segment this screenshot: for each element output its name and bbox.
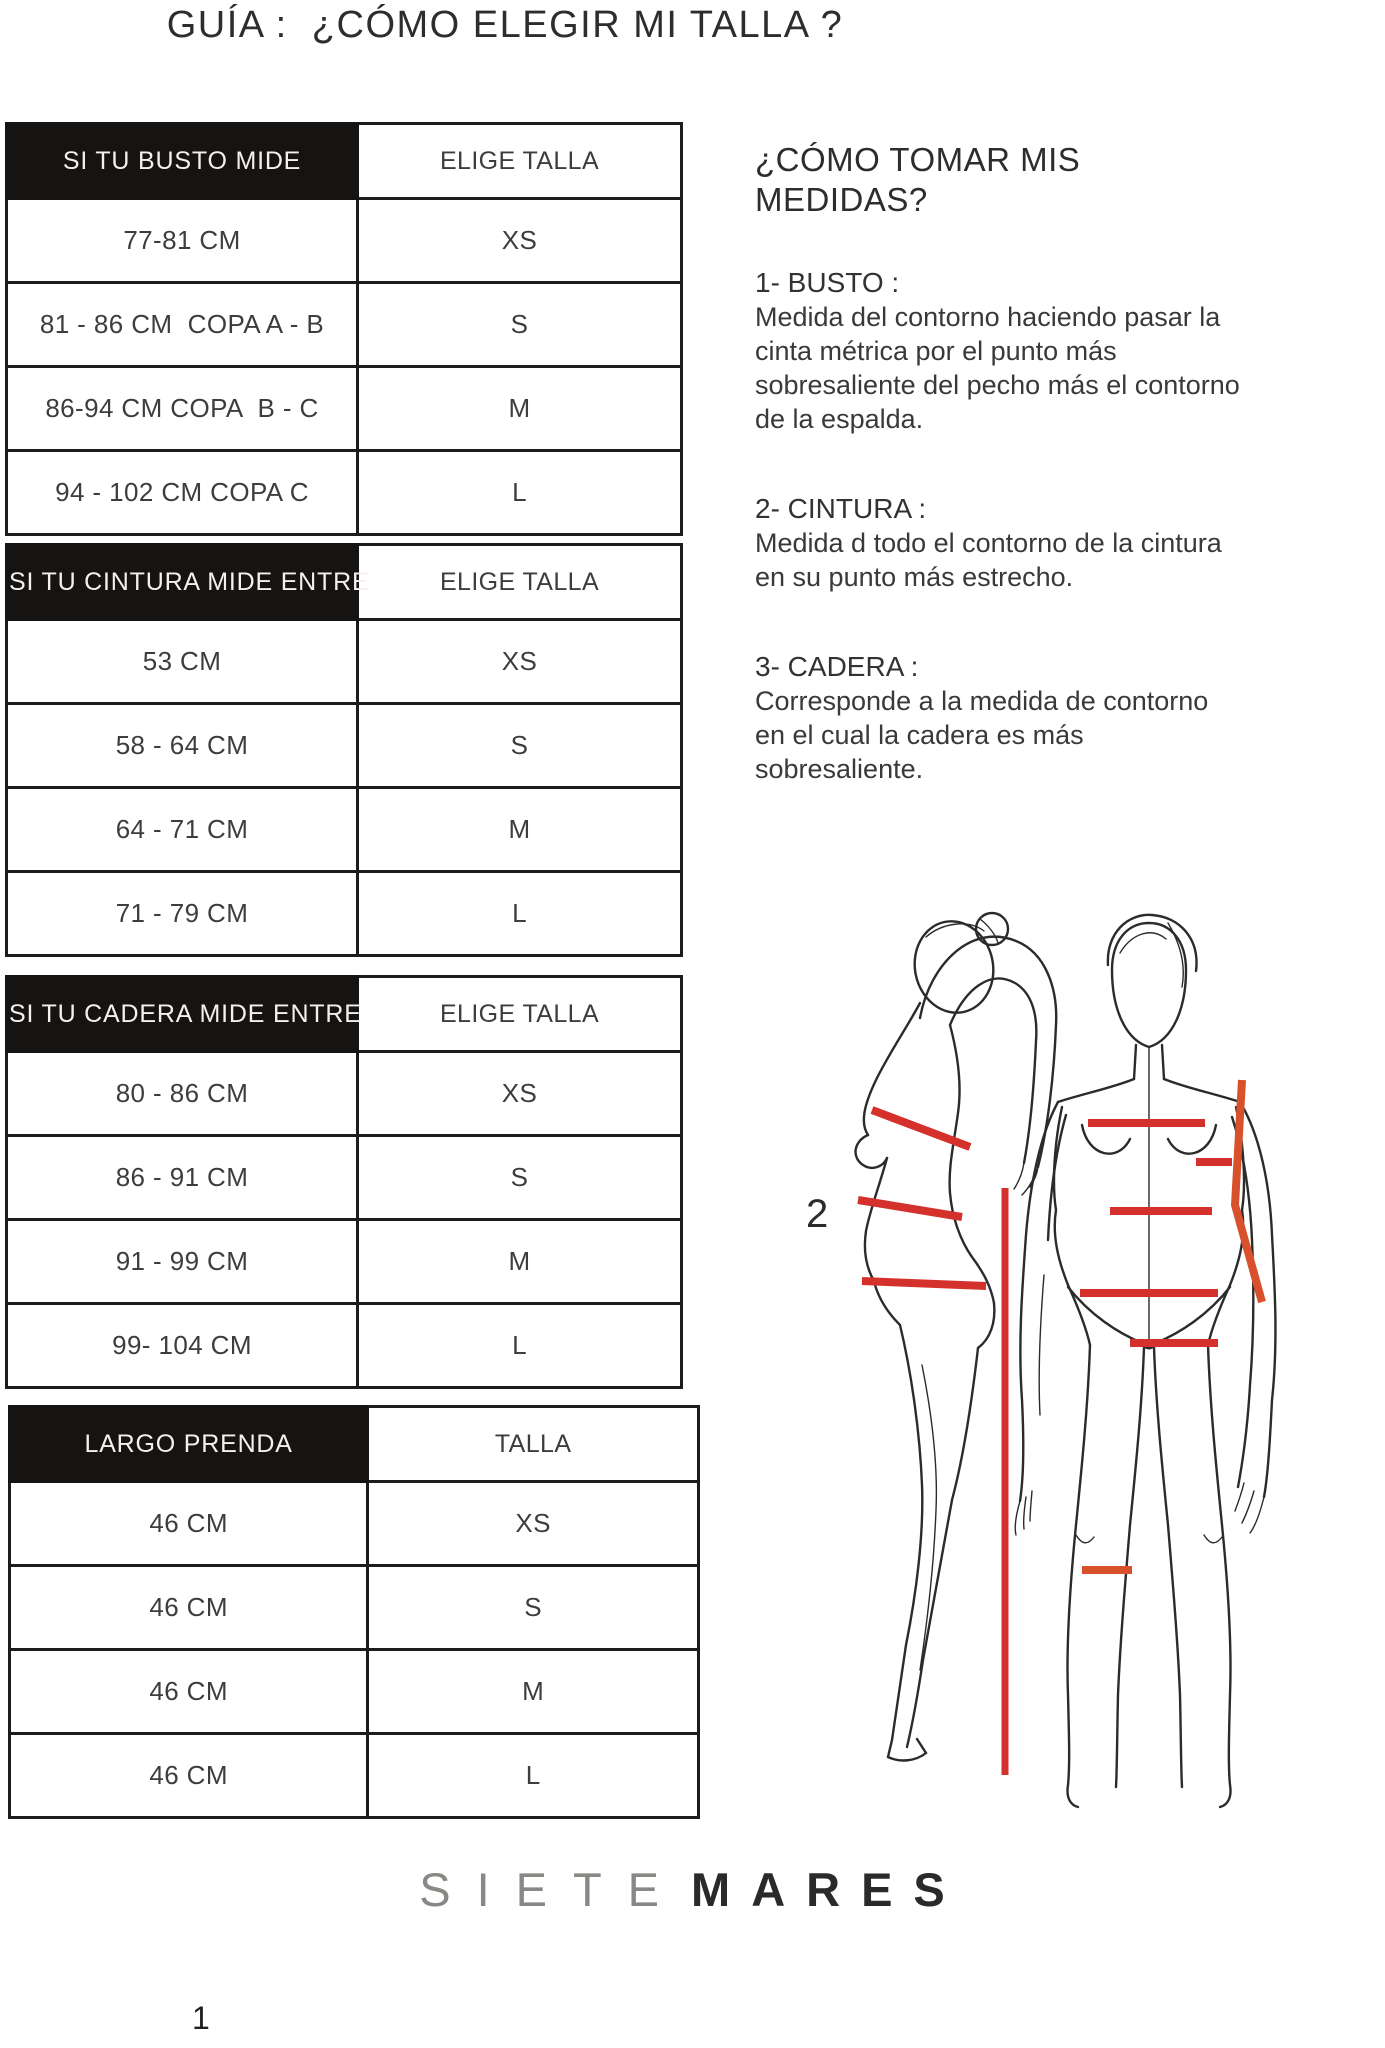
table-row [10, 1650, 699, 1734]
instruction-section-body: Medida d todo el contorno de la cintura en su punto más estrecho. [755, 528, 1222, 592]
size-cell: S [358, 704, 682, 788]
table-row [7, 1052, 682, 1136]
measure-cell: 99- 104 CM [7, 1304, 358, 1388]
measure-cell: 91 - 99 CM [7, 1220, 358, 1304]
table-row [10, 1482, 699, 1566]
brand-logo [0, 1862, 1385, 1917]
waist-step-label: 2 [806, 1192, 829, 1236]
measure-cell: 46 CM [10, 1482, 368, 1566]
size-cell: S [358, 1136, 682, 1220]
measure-cell: 86-94 CM COPA B - C [7, 367, 358, 451]
instructions-sections [755, 266, 1245, 786]
measure-cell: 77-81 CM [7, 199, 358, 283]
waist-size-table-container [5, 543, 683, 957]
table-row [7, 283, 682, 367]
hip-measure-line-side [862, 1281, 986, 1286]
measurement-figures [620, 895, 1385, 1810]
size-cell: XS [358, 1052, 682, 1136]
table-header-row [10, 1407, 699, 1482]
measure-cell: 46 CM [10, 1734, 368, 1818]
table-header-measure: SI TU BUSTO MIDE [7, 124, 358, 199]
hip-size-table-container [5, 975, 683, 1389]
size-cell: M [358, 788, 682, 872]
size-table-busto [5, 122, 683, 536]
table-header-size: ELIGE TALLA [358, 124, 682, 199]
measure-cell: 94 - 102 CM COPA C [7, 451, 358, 535]
table-row [10, 1734, 699, 1818]
table-header-row [7, 545, 682, 620]
table-row [7, 1220, 682, 1304]
size-cell: L [358, 872, 682, 956]
instruction-section-body: Corresponde a la medida de contorno en el cual la cadera es más sobresaliente. [755, 686, 1209, 784]
size-cell: S [358, 283, 682, 367]
measure-cell: 71 - 79 CM [7, 872, 358, 956]
size-cell: XS [358, 620, 682, 704]
instruction-section-title: 2- CINTURA : [755, 493, 927, 524]
table-row [7, 788, 682, 872]
size-table-largo [8, 1405, 700, 1819]
length-size-table-container [8, 1405, 700, 1819]
measure-cell: 80 - 86 CM [7, 1052, 358, 1136]
instruction-section [755, 650, 1245, 786]
table-row [7, 704, 682, 788]
brand-word-mares: MARES [691, 1863, 966, 1916]
table-row [7, 367, 682, 451]
size-cell: XS [358, 199, 682, 283]
page-number: 1 [192, 2000, 210, 2036]
table-row [10, 1566, 699, 1650]
side-view-figure [856, 913, 1057, 1760]
size-table-cadera [5, 975, 683, 1389]
instruction-section-title: 3- CADERA : [755, 651, 919, 682]
size-cell: L [358, 1304, 682, 1388]
measure-cell: 58 - 64 CM [7, 704, 358, 788]
page-title: GUÍA : ¿CÓMO ELEGIR MI TALLA ? [166, 4, 844, 46]
size-cell: M [358, 367, 682, 451]
measure-cell: 53 CM [7, 620, 358, 704]
instructions-heading: ¿CÓMO TOMAR MIS MEDIDAS? [755, 141, 1081, 218]
measure-cell: 46 CM [10, 1650, 368, 1734]
table-row [7, 451, 682, 535]
croquis-illustration [620, 895, 1385, 1810]
table-header-measure: SI TU CADERA MIDE ENTRE [7, 977, 358, 1052]
size-table-cintura [5, 543, 683, 957]
bust-size-table-container [5, 122, 683, 536]
table-row [7, 199, 682, 283]
measure-cell: 86 - 91 CM [7, 1136, 358, 1220]
size-cell: L [368, 1734, 699, 1818]
table-row [7, 1136, 682, 1220]
measure-cell: 46 CM [10, 1566, 368, 1650]
table-row [7, 872, 682, 956]
measure-cell: 81 - 86 CM COPA A - B [7, 283, 358, 367]
size-cell: M [358, 1220, 682, 1304]
table-row [7, 1304, 682, 1388]
measuring-instructions [755, 140, 1245, 842]
table-header-row [7, 977, 682, 1052]
size-cell: M [368, 1650, 699, 1734]
size-cell: L [358, 451, 682, 535]
table-header-measure: SI TU CINTURA MIDE ENTRE [7, 545, 358, 620]
instruction-section-body: Medida del contorno haciendo pasar la cinta métrica por el punto más sobresaliente del pecho más el contorno de la espalda. [755, 302, 1240, 434]
measure-cell: 64 - 71 CM [7, 788, 358, 872]
instruction-section [755, 266, 1245, 436]
brand-word-siete: SIETE [419, 1863, 686, 1916]
table-header-row [7, 124, 682, 199]
instruction-section-title: 1- BUSTO : [755, 267, 900, 298]
table-header-size: TALLA [368, 1407, 699, 1482]
table-header-size: ELIGE TALLA [358, 545, 682, 620]
table-row [7, 620, 682, 704]
size-cell: S [368, 1566, 699, 1650]
table-header-size: ELIGE TALLA [358, 977, 682, 1052]
instruction-section [755, 492, 1245, 594]
waist-measure-line-side [858, 1200, 962, 1217]
table-header-measure: LARGO PRENDA [10, 1407, 368, 1482]
size-cell: XS [368, 1482, 699, 1566]
